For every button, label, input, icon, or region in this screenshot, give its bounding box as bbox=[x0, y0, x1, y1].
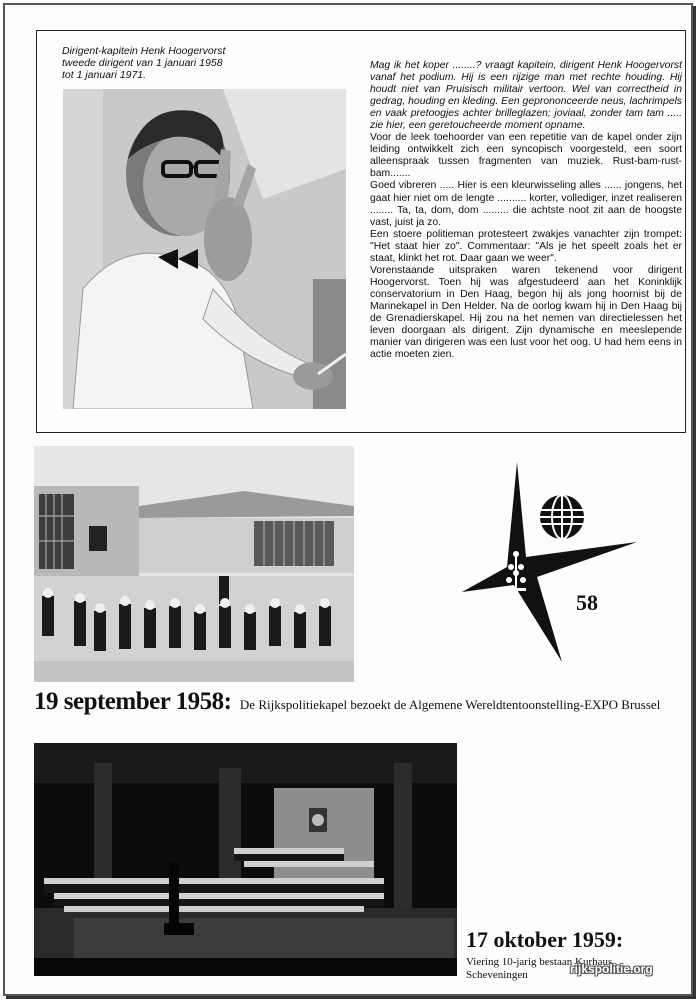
article-paragraph: Vorenstaande uitspraken waren tekenend voor dirigent Hoogervorst. Toen hij was afgestudeerd aan het Koninklijk conservatorium in Den Haag, begon hij als jong hoornist bij de Marinekapel in Den Helder. Na de oorlog kwam hij in Den Haag bij de Grenadierskapel. Hij zou na het nemen van directielessen het leven doorgaan als dirigent. Zijn dynamische en meeslepende manier van dirigeren was een lust voor het oog. U had hem eens in actie moeten zien. bbox=[370, 264, 682, 361]
conductor-illustration bbox=[63, 89, 346, 409]
event-1-heading bbox=[34, 688, 660, 716]
event-1-description: De Rijkspolitiekapel bezoekt de Algemene Wereldtentoonstelling-EXPO Brussel bbox=[239, 697, 661, 712]
article-text bbox=[370, 60, 682, 361]
kurhaus-photo bbox=[34, 743, 457, 976]
event-2-date: 17 oktober 1959: bbox=[466, 927, 624, 952]
expo-photo bbox=[34, 446, 354, 682]
conductor-photo bbox=[63, 89, 346, 409]
expo-star-icon bbox=[462, 462, 637, 662]
article-paragraph: Een stoere politieman protesteert zwakjes vanachter zijn trompet: "Het staat hier zo". Commentaar: "Als je het speelt zoals het er staat, klinkt het rot. Daar gaan we weer". bbox=[370, 228, 682, 264]
article-paragraph: Voor de leek toehoorder van een repetitie van de kapel onder zijn leiding ontwikkelt zich een syncopisch voorgesteld, een soort alleenspraak tussen fragmenten van muziek. Rust-bam-rust-bam....... bbox=[370, 132, 682, 180]
expo-58-logo bbox=[462, 462, 642, 662]
expo-year-label: 58 bbox=[576, 590, 598, 615]
photo-caption bbox=[62, 45, 272, 81]
caption-line: Dirigent-kapitein Henk Hoogervorst bbox=[62, 45, 226, 57]
globe-icon bbox=[540, 495, 584, 539]
event-2-line: Viering 10-jarig bestaan Kurhaus bbox=[466, 956, 613, 968]
kurhaus-illustration bbox=[34, 743, 457, 976]
caption-line: tweede dirigent van 1 januari 1958 bbox=[62, 57, 223, 69]
watermark: rijkspolitie.org bbox=[570, 962, 653, 976]
article-paragraph: Mag ik het koper ........? vraagt kapitein, dirigent Henk Hoogervorst vanaf het podium. Hij is een rijzige man met rechte houding. Hij houdt niet van Pruisisch militair vertoon. Wel van correctheid in gedrag, houding en kleding. Een geprononceerde neus, lachrimpels en vaak pretoogjes achter brilleglazen; joviaal, zonder tam tam ..... zie hier, een geretoucheerde moment opname. bbox=[370, 60, 682, 132]
article-paragraph: Goed vibreren ..... Hier is een kleurwisseling alles ...... jongens, het gaat hier niet om de lengte .......... korter, vollediger, inzet realiseren ........ Ta, ta, dom, dom ......... die achtste noot zit aan de hoogste vast, juist ja zo. bbox=[370, 180, 682, 228]
caption-line: tot 1 januari 1971. bbox=[62, 69, 147, 81]
expo-illustration bbox=[34, 446, 354, 682]
event-2-line: Scheveningen bbox=[466, 969, 528, 981]
event-1-date: 19 september 1958: bbox=[34, 688, 232, 715]
